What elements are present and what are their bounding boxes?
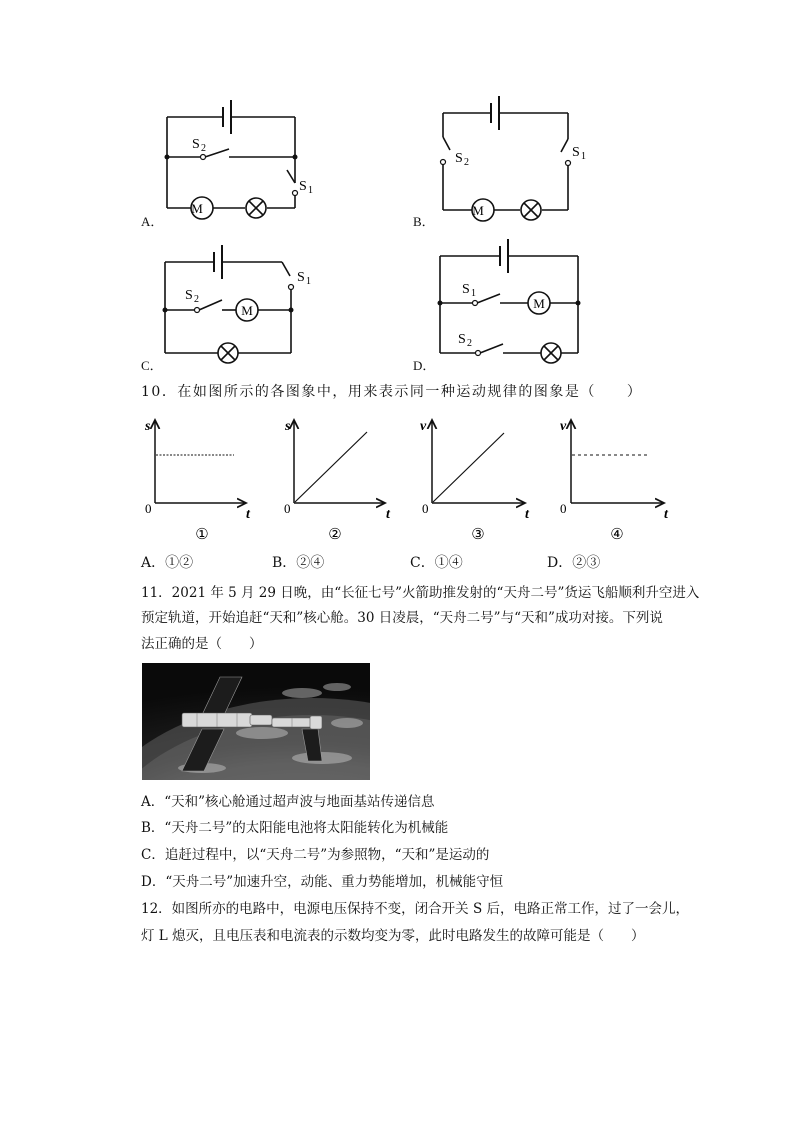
q10-option-c[interactable]: C．①④ (410, 555, 463, 571)
q12-line2: 灯 L 熄灭，且电压表和电流表的示数均变为零，此时电路发生的故障可能是（ ） (141, 928, 645, 944)
circuit-b-s1-sub: 1 (581, 151, 586, 162)
q12-line1: 12．如图所亦的电路中，电源电压保持不变，闭合开关 S 后，电路正常工作，过了一会儿， (141, 901, 690, 917)
graph2-xlabel: t (386, 507, 390, 522)
circuit-b-motor-label: M (472, 203, 484, 218)
graph4-xlabel: t (664, 507, 668, 522)
q10-stem: 10．在如图所示的各图象中，用来表示同一种运动规律的图象是（ ） (141, 384, 643, 400)
circuit-d-s2-sub: 2 (467, 338, 472, 349)
circuit-b-s1-label: S (572, 145, 580, 160)
graph3-origin: 0 (422, 501, 429, 516)
circuit-b-s2-label: S (455, 151, 463, 166)
graph4-origin: 0 (560, 501, 567, 516)
graph1-origin: 0 (145, 501, 152, 516)
graph2-origin: 0 (284, 501, 291, 516)
circuit-c-option-label: C． (141, 358, 163, 373)
graph3-tag: ③ (471, 527, 485, 543)
circuit-c-s2-sub: 2 (194, 294, 199, 305)
q11-option-a[interactable]: A．“天和”核心舱通过超声波与地面基站传递信息 (141, 794, 435, 810)
circuit-c-s1-label: S (297, 270, 305, 285)
circuit-c-s2-label: S (185, 288, 193, 303)
graph4-ylabel: v (560, 419, 567, 434)
circuit-a-option-label: A． (141, 214, 164, 229)
graph2-tag: ② (328, 527, 342, 543)
graph1-xlabel: t (246, 507, 250, 522)
circuit-a-motor-label: M (191, 201, 203, 216)
q11-option-d[interactable]: D．“天舟二号”加速升空，动能、重力势能增加，机械能守恒 (141, 874, 504, 890)
circuit-a-s1-label: S (299, 179, 307, 194)
graph1-ylabel: s (145, 419, 151, 434)
circuit-b-s2-sub: 2 (464, 157, 469, 168)
circuit-a-s2-label: S (192, 137, 200, 152)
circuit-b-option-label: B． (413, 214, 435, 229)
q11-option-c[interactable]: C．追赶过程中，以“天舟二号”为参照物，“天和”是运动的 (141, 847, 490, 863)
circuit-d-motor-label: M (533, 296, 545, 311)
circuit-a-s2-sub: 2 (201, 143, 206, 154)
circuit-c-motor-label: M (241, 303, 253, 318)
circuit-d-s2-label: S (458, 332, 466, 347)
q11-line3: 法正确的是（ ） (141, 636, 263, 652)
circuit-d-s1-label: S (462, 282, 470, 297)
q10-option-a[interactable]: A．①② (141, 555, 194, 571)
q11-line1: 11．2021 年 5 月 29 日晚，由“长征七号”火箭助推发射的“天舟二号”货运飞船顺利升空进入 (141, 585, 700, 601)
graph1-tag: ① (195, 527, 209, 543)
circuit-d-option-label: D． (413, 358, 436, 373)
graph4-tag: ④ (610, 527, 624, 543)
q11-option-b[interactable]: B．“天舟二号”的太阳能电池将太阳能转化为机械能 (141, 820, 449, 836)
q10-option-d[interactable]: D．②③ (547, 555, 601, 571)
graph3-ylabel: v (420, 419, 427, 434)
circuit-d-s1-sub: 1 (471, 288, 476, 299)
circuit-c-s1-sub: 1 (306, 276, 311, 287)
graph3-xlabel: t (525, 507, 529, 522)
space-station-photo (142, 663, 370, 780)
q11-line2: 预定轨道，开始追赶“天和”核心舱。30 日凌晨，“天舟二号”与“天和”成功对接。下列说 (141, 610, 663, 626)
graph2-ylabel: s (285, 419, 291, 434)
q10-option-b[interactable]: B．②④ (272, 555, 325, 571)
circuit-a-s1-sub: 1 (308, 185, 313, 196)
